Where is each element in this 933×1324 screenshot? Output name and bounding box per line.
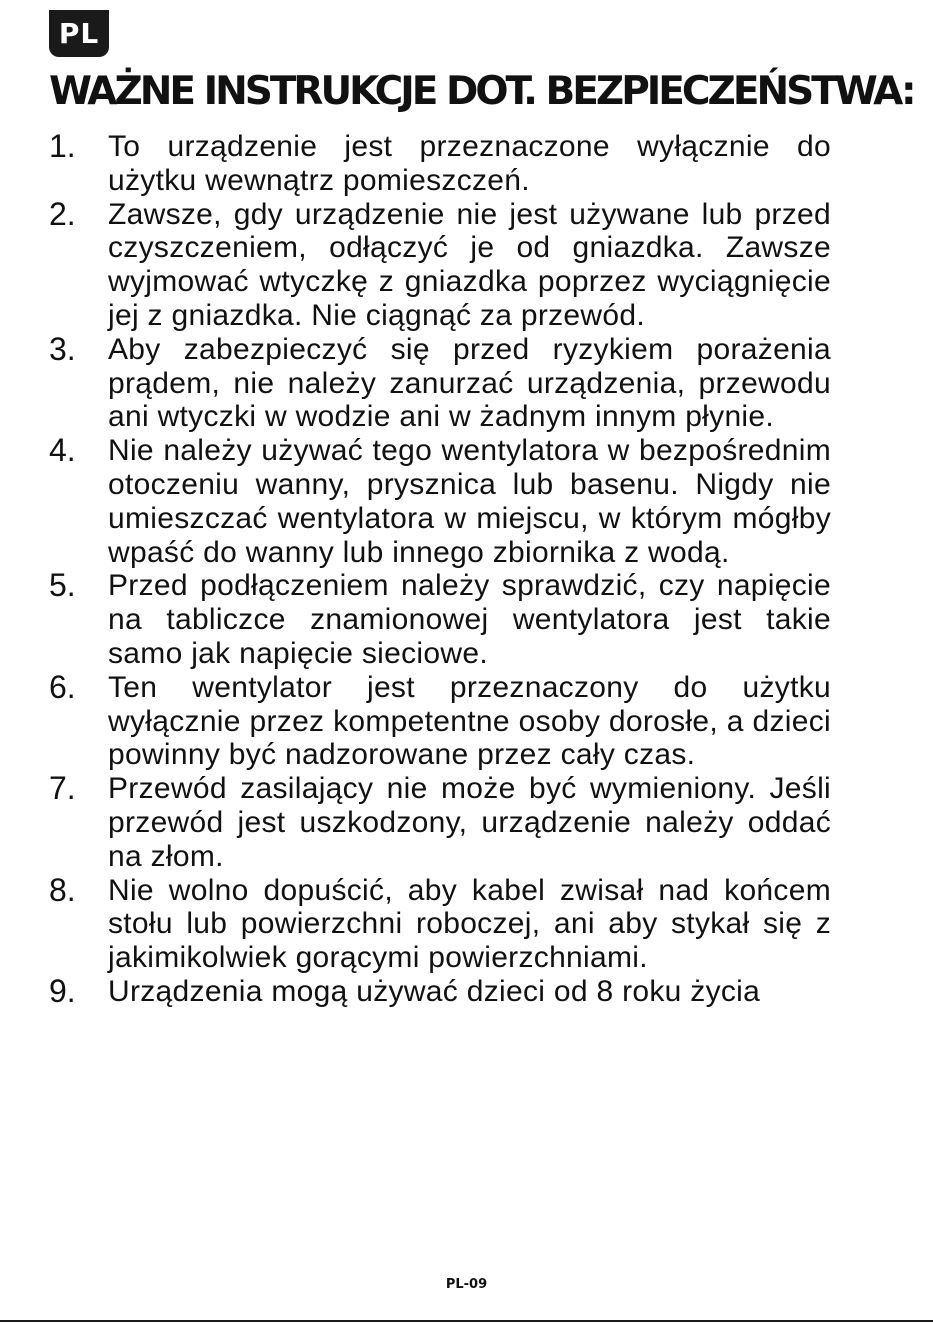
list-item [49,772,831,873]
item-text: Nie należy używać tego wentylatora w bezpośrednim otoczeniu wanny, prysznica lub basenu. Nigdy nie umieszczać wentylatora w miejscu, w którym mógłby wpaść do wanny lub innego zbiornika z wodą. [108,434,831,569]
item-number: 6. [49,668,76,705]
item-text: To urządzenie jest przeznaczone wyłącznie do użytku wewnątrz pomieszczeń. [108,130,831,197]
item-number: 7. [49,770,76,807]
list-item [49,972,831,1009]
list-item [49,668,831,772]
item-text: Ten wentylator jest przeznaczony do użytku wyłącznie przez kompetentne osoby dorosłe, a dzieci powinny być nadzorowane przez cały czas. [108,670,831,772]
list-item [49,195,831,333]
item-number: 8. [49,871,76,908]
list-item [49,569,831,670]
list-item [49,130,831,198]
item-number: 9. [49,972,76,1009]
item-text: Zawsze, gdy urządzenie nie jest używane lub przed czyszczeniem, odłączyć je od gniazdka. Zawsze wyjmować wtyczkę z gniazdka poprzez wyciągnięcie jej z gniazdka. Nie ciągnąć za przewód. [108,197,831,332]
page-bottom-rule [0,1320,933,1322]
item-text: Nie wolno dopuścić, aby kabel zwisał nad końcem stołu lub powierzchni roboczej, ani aby stykał się z jakimikolwiek gorącymi powierzchniami. [108,873,831,975]
language-badge: PL [49,10,109,57]
page-title: WAŻNE INSTRUKCJE DOT. BEZPIECZEŃSTWA: [49,69,914,114]
list-item [49,871,831,975]
list-item [49,330,831,434]
item-number: 3. [49,330,76,367]
item-text: Aby zabezpieczyć się przed ryzykiem porażenia prądem, nie należy zanurzać urządzenia, przewodu ani wtyczki w wodzie ani w żadnym innym płynie. [108,332,831,434]
item-number: 4. [49,432,76,469]
item-text: Urządzenia mogą używać dzieci od 8 roku życia [108,974,761,1008]
safety-instructions-list [49,130,831,1009]
page-number: PL-09 [445,1277,488,1292]
item-number: 5. [49,567,76,604]
item-number: 2. [49,195,76,232]
item-number: 1. [49,128,76,164]
list-item [49,434,831,569]
item-text: Przewód zasilający nie może być wymieniony. Jeśli przewód jest uszkodzony, urządzenie należy oddać na złom. [108,772,831,873]
item-text: Przed podłączeniem należy sprawdzić, czy napięcie na tabliczce znamionowej wentylatora jest takie samo jak napięcie sieciowe. [108,569,831,670]
